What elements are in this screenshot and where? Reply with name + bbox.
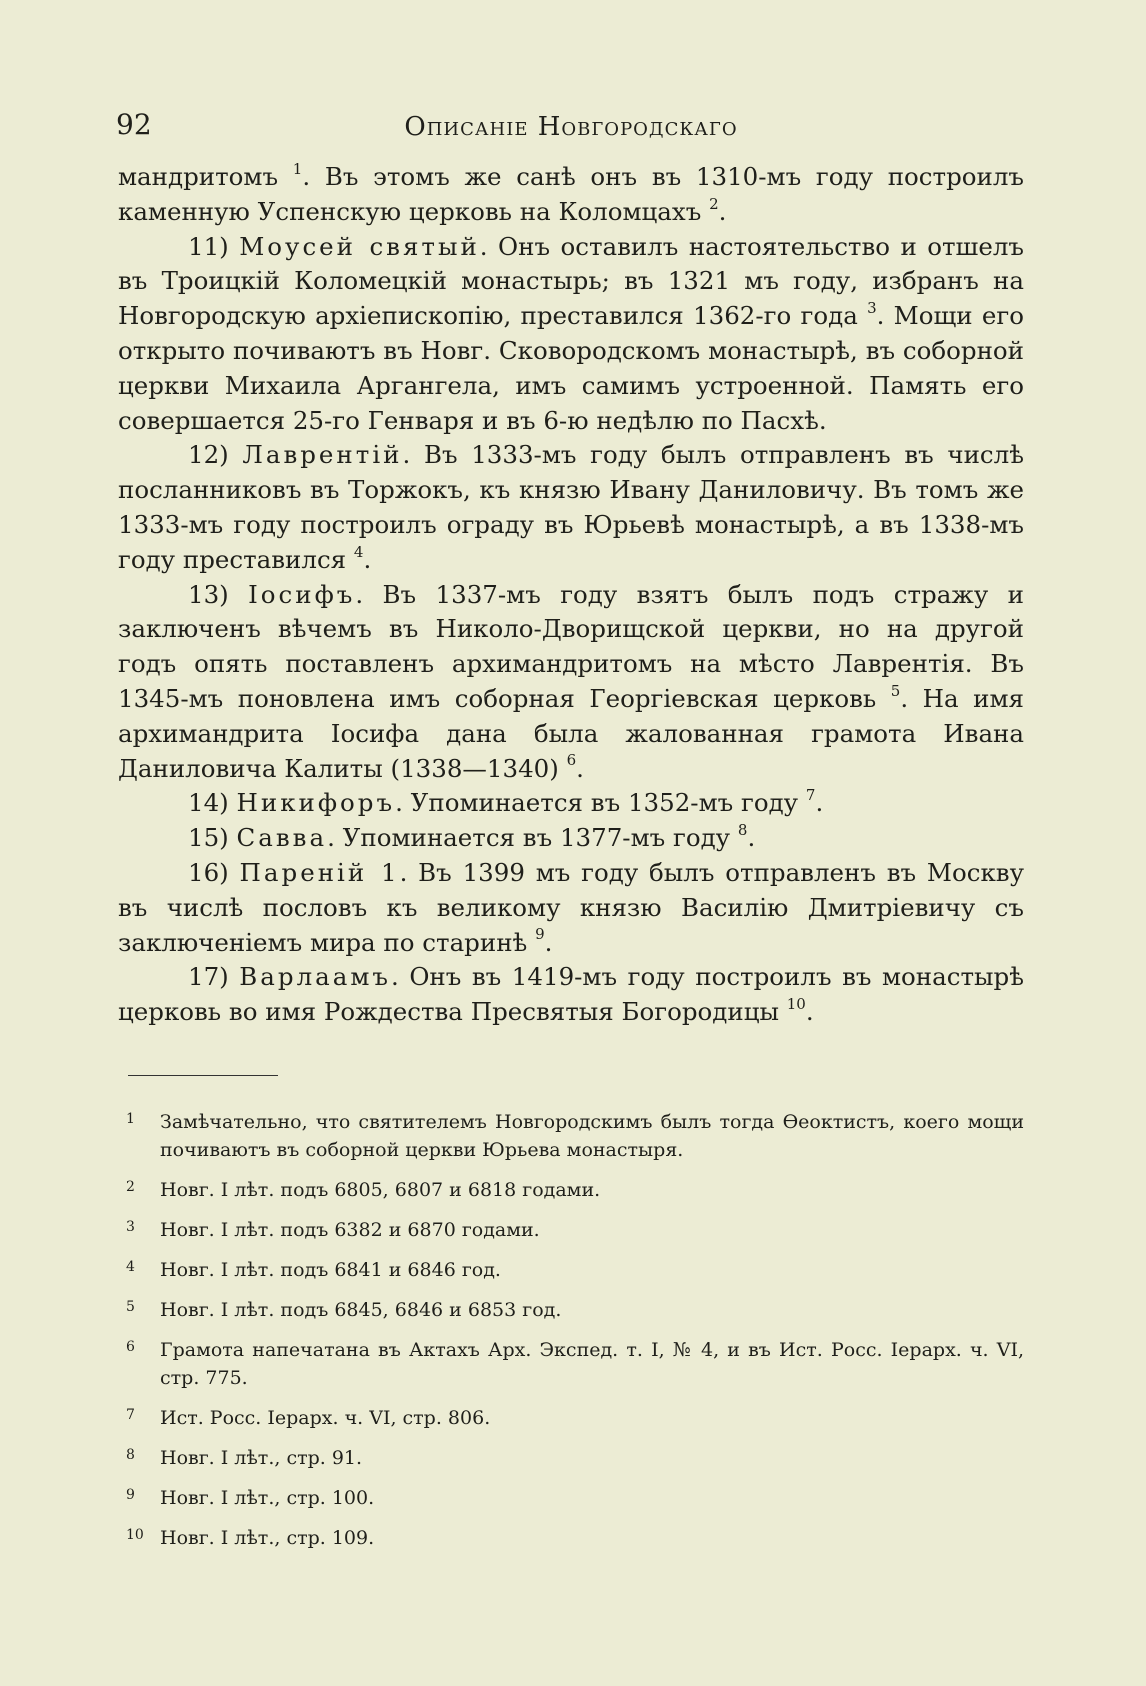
footnotes <box>118 1108 1024 1564</box>
main-text <box>118 160 1024 1030</box>
abbot-name: Савва <box>236 823 328 853</box>
footnote-ref[interactable]: 3 <box>867 299 877 318</box>
text: . <box>576 753 584 783</box>
footnote-ref[interactable]: 10 <box>786 994 806 1013</box>
footnote-ref[interactable]: 2 <box>709 194 719 213</box>
text: . <box>815 788 824 818</box>
footnote-ref[interactable]: 8 <box>737 820 748 839</box>
footnote-number: 3 <box>126 1219 135 1235</box>
text: . Упоминается въ 1352-мъ году <box>395 788 806 818</box>
footnote-text: Новг. I лѣт., стр. 100. <box>160 1487 375 1509</box>
text: . <box>805 997 814 1027</box>
footnote-text: Новг. I лѣт. подъ 6841 и 6846 год. <box>160 1259 501 1281</box>
text: . Въ этомъ же санѣ онъ въ 1310-мъ году построилъ каменную Успенскую церковь на Коломцахъ <box>118 162 1024 226</box>
text: . <box>544 927 553 957</box>
footnote-number: 2 <box>126 1179 135 1195</box>
footnote <box>118 1484 1024 1512</box>
text: . Упоминается въ 1377-мъ году <box>327 823 738 853</box>
footnote-text: Новг. I лѣт. подъ 6382 и 6870 годами. <box>160 1219 540 1241</box>
footnote <box>118 1524 1024 1552</box>
entry-number: 13) <box>188 579 249 609</box>
footnote-ref[interactable]: 6 <box>566 751 577 770</box>
footnote <box>118 1404 1024 1432</box>
footnote-text: Грамота напечатана въ Актахъ Арх. Экспед. т. I, № 4, и въ Ист. Росс. Іерарх. ч. VI, стр. 775. <box>160 1339 1024 1389</box>
abbot-name: Никифоръ <box>236 788 396 818</box>
paragraph-continuation <box>118 160 1024 230</box>
text: . Въ 1399 мъ году былъ отправленъ въ Москву въ числѣ пословъ къ великому князю Василію Дмитріевичу съ заключеніемъ мира по старинѣ <box>118 857 1025 957</box>
paragraph-abbot-16 <box>118 856 1024 960</box>
footnote-number: 9 <box>126 1487 135 1503</box>
footnote-ref[interactable]: 7 <box>805 786 816 805</box>
entry-number: 11) <box>188 231 240 261</box>
footnote <box>118 1176 1024 1204</box>
entry-number: 16) <box>188 857 240 887</box>
text: . <box>363 544 372 574</box>
entry-number: 12) <box>188 440 243 470</box>
paragraph-abbot-15 <box>118 821 1024 856</box>
entry-number: 15) <box>188 823 237 853</box>
entry-number: 17) <box>188 962 240 992</box>
text: . Мощи его открыто почиваютъ въ Новг. Сковородскомъ монастырѣ, въ соборной церкви Михаила Аргангела, имъ самимъ устроенной. Память его совершается 25-го Генваря и въ 6-ю недѣлю по Пасхѣ. <box>118 301 1024 435</box>
entry-number: 14) <box>188 788 237 818</box>
abbot-name: Іосифъ <box>248 579 356 609</box>
footnote-number: 1 <box>126 1111 135 1127</box>
footnote-text: Новг. I лѣт., стр. 91. <box>160 1447 363 1469</box>
footnote <box>118 1108 1024 1164</box>
footnote-ref[interactable]: 5 <box>890 681 901 700</box>
footnote-ref[interactable]: 1 <box>292 159 303 178</box>
page-header <box>116 108 1026 152</box>
abbot-name: Моусей святый <box>239 231 480 261</box>
abbot-name: Лаврентій <box>242 440 403 470</box>
footnote-ref[interactable]: 4 <box>353 542 364 561</box>
text: . Онъ оставилъ настоятельство и отшелъ въ Троицкій Коломецкій монастырь; въ 1321 мъ году, избранъ на Новгородскую архіепископію, преставился 1362-го года <box>118 231 1024 331</box>
footnote-number: 4 <box>126 1259 135 1275</box>
footnote-text: Новг. I лѣт. подъ 6845, 6846 и 6853 год. <box>160 1299 562 1321</box>
paragraph-abbot-12 <box>118 438 1024 577</box>
footnote-number: 10 <box>126 1527 144 1543</box>
footnote <box>118 1296 1024 1324</box>
paragraph-abbot-14 <box>118 786 1024 821</box>
text: . На имя архимандрита Іосифа дана была жалованная грамота Ивана Даниловича Калиты (1338—1340) <box>118 683 1024 783</box>
paragraph-abbot-11 <box>118 230 1024 439</box>
text: . <box>747 823 756 853</box>
footnote-ref[interactable]: 9 <box>535 925 545 944</box>
text: мандритомъ <box>118 162 293 191</box>
text: . Въ 1333-мъ году былъ отправленъ въ числѣ посланниковъ въ Торжокъ, къ князю Ивану Даниловичу. Въ томъ же 1333-мъ году построилъ ограду въ Юрьевѣ монастырѣ, а въ 1338-мъ году преставился <box>118 440 1024 574</box>
text: . Въ 1337-мъ году взятъ былъ подъ стражу и заключенъ вѣчемъ въ Николо-Дворищской церкви, но на другой годъ опять поставленъ архимандритомъ на мѣсто Лаврентія. Въ 1345-мъ поновлена имъ соборная Георгіевская церковь <box>118 579 1024 713</box>
footnote <box>118 1336 1024 1392</box>
paragraph-abbot-17 <box>118 960 1024 1030</box>
footnote-divider <box>128 1075 278 1076</box>
footnote-number: 7 <box>126 1407 135 1423</box>
page-number: 92 <box>116 108 152 141</box>
footnote-text: Новг. I лѣт. подъ 6805, 6807 и 6818 годами. <box>160 1179 601 1201</box>
text: . Онъ въ 1419-мъ году построилъ въ монастырѣ церковь во имя Рождества Пресвятыя Богородицы <box>118 962 1024 1027</box>
footnote <box>118 1256 1024 1284</box>
footnote-text: Новг. I лѣт., стр. 109. <box>160 1527 375 1549</box>
footnote-text: Замѣчательно, что святителемъ Новгородскимъ былъ тогда Ѳеоктистъ, коего мощи почиваютъ въ соборной церкви Юрьева монастыря. <box>160 1111 1024 1161</box>
abbot-name: Пареній 1 <box>239 857 400 887</box>
footnote-number: 5 <box>126 1299 135 1315</box>
paragraph-abbot-13 <box>118 578 1024 787</box>
footnote <box>118 1444 1024 1472</box>
footnote-text: Ист. Росс. Іерарх. ч. VI, стр. 806. <box>160 1407 491 1429</box>
footnote <box>118 1216 1024 1244</box>
footnote-number: 8 <box>126 1447 135 1463</box>
abbot-name: Варлаамъ <box>239 962 391 992</box>
running-title: Описаніе Новгородскаго <box>404 112 738 142</box>
text: . <box>718 196 727 226</box>
footnote-number: 6 <box>126 1339 135 1355</box>
